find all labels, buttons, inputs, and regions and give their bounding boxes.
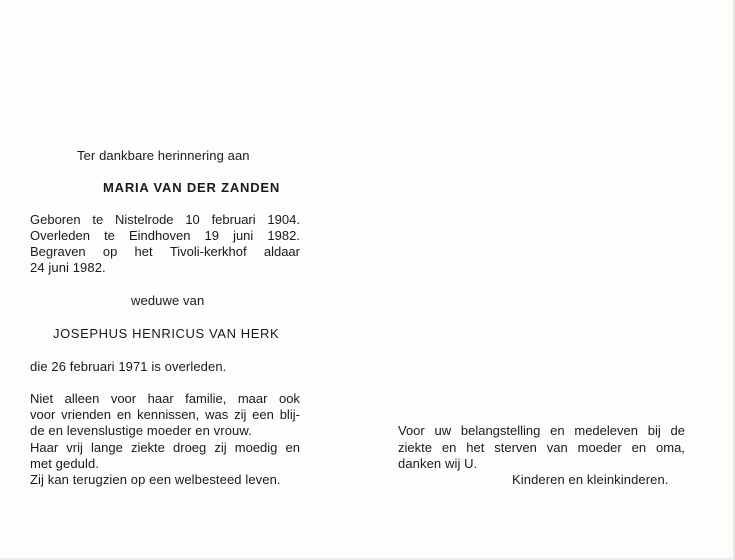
word: zij (234, 407, 247, 422)
word: Geboren (30, 212, 81, 227)
word: en (116, 407, 132, 422)
word: was (205, 407, 229, 422)
word: ziekte (398, 440, 432, 455)
word: Eindhoven (128, 228, 191, 243)
thanks-line-3: danken wij U. (398, 456, 478, 471)
word: moedig (234, 440, 278, 455)
word: te (92, 212, 104, 227)
word: een (252, 407, 274, 422)
thanks-line-1 (398, 423, 685, 439)
word: zij (214, 440, 227, 455)
word: sterven (494, 440, 537, 455)
word: kennissen, (137, 407, 200, 422)
paragraph-1-line-3: de en levenslustige moeder en vrouw. (30, 423, 252, 438)
word: op (102, 244, 118, 259)
word: ziekte (130, 440, 165, 455)
word: Niet (30, 391, 54, 406)
word: 1982. (267, 228, 300, 243)
word: uw (434, 423, 452, 438)
word: moeder (577, 440, 622, 455)
paragraph-2-line-2: met geduld. (30, 456, 100, 471)
paragraph-1-line-1 (30, 391, 300, 407)
word: maar (237, 391, 268, 406)
word: aldaar (263, 244, 300, 259)
born-line (30, 212, 300, 228)
died-line (30, 228, 300, 244)
word: Haar (30, 440, 59, 455)
word: en (550, 423, 565, 438)
word: 19 (204, 228, 219, 243)
word: voor (30, 407, 56, 422)
signature-text: Kinderen en kleinkinderen. (512, 472, 669, 487)
word: lange (91, 440, 123, 455)
word: vrienden (61, 407, 111, 422)
word: ook (278, 391, 300, 406)
husband-died-text: die 26 februari 1971 is overleden. (30, 359, 227, 374)
word: van (546, 440, 568, 455)
word: oma, (656, 440, 685, 455)
word: Voor (398, 423, 425, 438)
word: droeg (173, 440, 207, 455)
word: blij- (279, 407, 300, 422)
word: belangstelling (460, 423, 541, 438)
paragraph-2-line-1 (30, 440, 300, 456)
intro-text: Ter dankbare herinnering aan (77, 148, 250, 163)
word: Overleden (30, 228, 90, 243)
word: voor (110, 391, 137, 406)
word: en (631, 440, 647, 455)
word: bij (647, 423, 661, 438)
word: vrij (66, 440, 83, 455)
word: het (134, 244, 153, 259)
word: familie, (185, 391, 227, 406)
word: en (441, 440, 457, 455)
paragraph-3-line-1: Zij kan terugzien op een welbesteed leven. (30, 472, 281, 487)
paragraph-1-line-2 (30, 407, 300, 423)
word: Begraven (30, 244, 86, 259)
word: Tivoli-kerkhof (169, 244, 247, 259)
buried-line (30, 244, 300, 260)
word: Nistelrode (115, 212, 174, 227)
word: de (670, 423, 685, 438)
word: februari (211, 212, 256, 227)
word: juni (233, 228, 254, 243)
word: 1904. (267, 212, 300, 227)
word: en (285, 440, 300, 455)
word: te (104, 228, 115, 243)
word: het (466, 440, 485, 455)
word: medeleven (574, 423, 638, 438)
deceased-name: MARIA VAN DER ZANDEN (103, 180, 281, 195)
widow-of-text: weduwe van (131, 293, 205, 308)
word: haar (147, 391, 174, 406)
word: alleen (64, 391, 100, 406)
buried-date: 24 juni 1982. (30, 260, 106, 275)
husband-name: JOSEPHUS HENRICUS VAN HERK (53, 326, 280, 341)
thanks-line-2 (398, 440, 685, 456)
word: 10 (185, 212, 200, 227)
